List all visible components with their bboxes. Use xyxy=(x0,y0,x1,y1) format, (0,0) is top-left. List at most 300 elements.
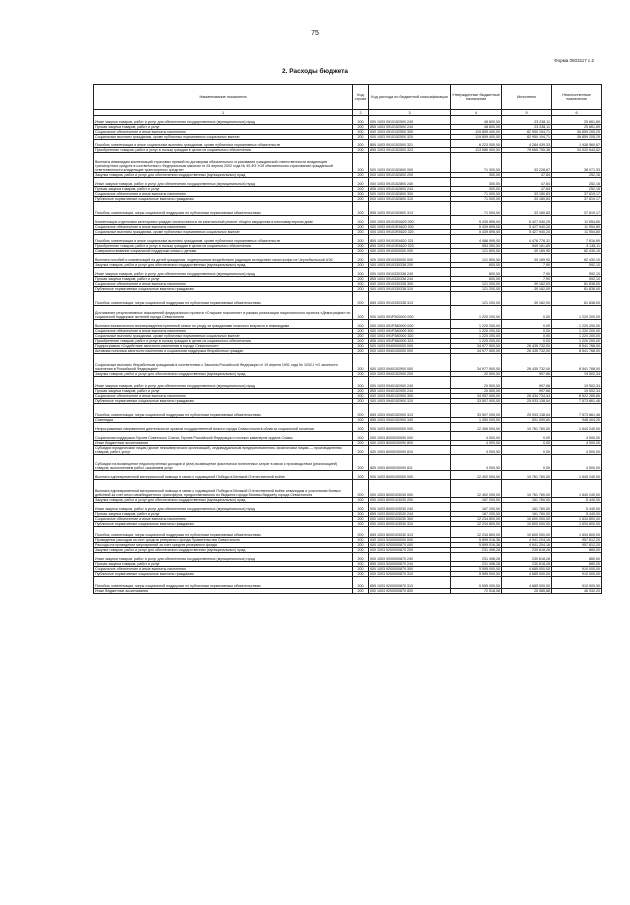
row-unexecuted-cell: 25 861,89 xyxy=(552,125,602,130)
row-approved-cell: 72 518,08 xyxy=(451,589,502,594)
row-approved-cell: 34 977 500,00 xyxy=(451,354,502,372)
row-name-cell: Иные закупки товаров, работ и услуг для обеспечения государственных (муниципальных) нужд xyxy=(94,503,353,512)
row-classification-code-cell: 000 1003 8000103030 240 xyxy=(369,503,451,512)
row-approved-cell: 4 000,00 xyxy=(451,446,502,455)
row-executed-cell: 230 618,28 xyxy=(502,562,552,567)
row-executed-cell: 0,00 xyxy=(502,329,552,334)
row-unexecuted-cell: 81 838,00 xyxy=(552,292,602,306)
row-approved-cell: 300,00 xyxy=(451,173,502,178)
row-approved-cell: 33 507 000,00 xyxy=(451,399,502,404)
row-line-code-cell: 200 xyxy=(353,446,369,455)
row-executed-cell: 0,00 xyxy=(502,334,552,339)
row-line-code-cell: 200 xyxy=(353,292,369,306)
row-line-code-cell: 200 xyxy=(353,404,369,418)
table-row xyxy=(94,577,602,589)
row-unexecuted-cell: 36 859 205,29 xyxy=(552,130,602,135)
row-unexecuted-cell: 1 634 800,00 xyxy=(552,527,602,538)
row-approved-cell: 121 200,00 xyxy=(451,287,502,292)
row-executed-cell: 23 238,11 xyxy=(502,116,552,125)
row-classification-code-cell: 000 1003 8000030090 000 xyxy=(369,432,451,441)
row-approved-cell: 121 200,00 xyxy=(451,282,502,287)
row-name-cell: Социальное обеспечение и иные выплаты населению xyxy=(94,394,353,399)
row-name-cell: Социальное обеспечение и иные выплаты населению xyxy=(94,192,353,197)
row-unexecuted-cell: 36 859 205,29 xyxy=(552,135,602,140)
row-executed-cell: 0,00 xyxy=(502,339,552,344)
row-name-cell: Закупка товаров, работ и услуг для обеспечения государственных (муниципальных) нужд xyxy=(94,548,353,553)
row-executed-cell: 997,66 xyxy=(502,377,552,389)
row-approved-cell: 5 595 000,00 xyxy=(451,572,502,577)
row-executed-cell: 4 685 000,00 xyxy=(502,572,552,577)
row-unexecuted-cell: 880,00 xyxy=(552,562,602,567)
table-header-row xyxy=(94,85,602,110)
table-row xyxy=(94,116,602,125)
row-approved-cell: 33 507 000,00 xyxy=(451,404,502,418)
row-approved-cell: 231 498,28 xyxy=(451,562,502,567)
row-executed-cell: 10 761 760,00 xyxy=(502,423,552,432)
row-classification-code-cell: 855 1003 0910152500 244 xyxy=(369,125,451,130)
row-classification-code-cell: 855 1003 09101R4620 323 xyxy=(369,244,451,249)
row-name-cell: Закупка товаров, работ и услуг для обеспечения государственных (муниципальных) нужд xyxy=(94,173,353,178)
row-unexecuted-cell: 252,16 xyxy=(552,187,602,192)
row-executed-cell: 0,00 xyxy=(502,432,552,441)
table-row xyxy=(94,320,602,329)
row-approved-cell: 48 600,00 xyxy=(451,125,502,130)
row-executed-cell: 4 941 204,16 xyxy=(502,538,552,543)
row-line-code-cell: 200 xyxy=(353,334,369,339)
row-unexecuted-cell: 880,00 xyxy=(552,553,602,562)
row-classification-code-cell: 000 1003 0940152900 310 xyxy=(369,399,451,404)
row-unexecuted-cell: 910 000,00 xyxy=(552,572,602,577)
row-classification-code-cell: 000 1003 8000030090 810 xyxy=(369,446,451,455)
row-line-code-cell: 200 xyxy=(353,153,369,173)
row-classification-code-cell: 000 1003 091P380000 000 xyxy=(369,320,451,329)
row-executed-cell: 25 585,88 xyxy=(502,589,552,594)
row-unexecuted-cell: 1 938 560,67 xyxy=(552,140,602,148)
row-classification-code-cell: 855 1003 0910152800 313 xyxy=(369,202,451,216)
row-approved-cell: 600,00 xyxy=(451,277,502,282)
row-unexecuted-cell: 8 541 768,00 xyxy=(552,349,602,354)
row-approved-cell: 5 595 000,00 xyxy=(451,567,502,572)
row-line-code-cell: 200 xyxy=(353,140,369,148)
column-header-executed: Исполнено xyxy=(502,85,552,110)
row-approved-cell: 119 809 400,00 xyxy=(451,135,502,140)
row-name-cell: Выплаты инвалидам компенсаций страховых премий по договорам обязательного страхования гражданской ответственности владельцев транспортных средств в соответствии с Федеральным законом от 25 апреля 2002 года № 40-ФЗ «Об обязательном страховании гражданской ответственности владельцев транспортных средств» xyxy=(94,153,353,173)
row-name-cell: Пособия, компенсации, меры социальной поддержки по публичным нормативным обязательствам xyxy=(94,404,353,418)
row-name-cell: Активная политика занятости населения и социальная поддержка безработных граждан xyxy=(94,349,353,354)
row-executed-cell: 23 238,11 xyxy=(502,125,552,130)
row-executed-cell: 82 950 194,71 xyxy=(502,135,552,140)
row-classification-code-cell: 000 1003 0910330338 200 xyxy=(369,263,451,268)
row-line-code-cell: 200 xyxy=(353,320,369,329)
row-name-cell: Социальное обеспечение и иные выплаты населению xyxy=(94,130,353,135)
row-unexecuted-cell: 11 954,80 xyxy=(552,225,602,230)
row-name-cell: Расходы на проведение мероприятий за счет средств резервного фонда xyxy=(94,543,353,548)
row-unexecuted-cell: 37 819,17 xyxy=(552,192,602,197)
row-line-code-cell: 200 xyxy=(353,432,369,441)
row-classification-code-cell: 000 1003 0910152500 300 xyxy=(369,130,451,135)
row-name-cell: Совершенствование социальной поддержки семьи с детьми xyxy=(94,249,353,254)
row-unexecuted-cell: 1 220 200,00 xyxy=(552,339,602,344)
row-classification-code-cell: 855 1003 9200000870 244 xyxy=(369,562,451,567)
row-classification-code-cell: 000 1003 0940000000 000 xyxy=(369,344,451,349)
row-name-cell: Социальное обеспечение и иные выплаты населению xyxy=(94,282,353,287)
row-classification-code-cell: 000 1003 091P380000 320 xyxy=(369,334,451,339)
row-executed-cell: 7,90 xyxy=(502,277,552,282)
row-executed-cell: 47,84 xyxy=(502,173,552,178)
row-line-code-cell: 200 xyxy=(353,349,369,354)
row-unexecuted-cell: 592,10 xyxy=(552,277,602,282)
table-row xyxy=(94,377,602,389)
row-unexecuted-cell: 4 138,11 xyxy=(552,244,602,249)
row-approved-cell: 1 220 200,00 xyxy=(451,334,502,339)
row-line-code-cell: 200 xyxy=(353,389,369,394)
row-unexecuted-cell: 910 000,00 xyxy=(552,567,602,572)
row-executed-cell: 33 180,83 xyxy=(502,202,552,216)
row-classification-code-cell: 000 1003 0910152800 000 xyxy=(369,153,451,173)
table-row xyxy=(94,235,602,244)
row-executed-cell: 25 933 138,54 xyxy=(502,399,552,404)
table-row xyxy=(94,404,602,418)
row-name-cell: Иные закупки товаров, работ и услуг для обеспечения государственных (муниципальных) нужд xyxy=(94,377,353,389)
row-approved-cell: 600,00 xyxy=(451,268,502,277)
row-name-cell: Прочая закупка товаров, работ и услуг xyxy=(94,125,353,130)
row-unexecuted-cell: 1 220 200,00 xyxy=(552,329,602,334)
table-row xyxy=(94,423,602,432)
row-name-cell: Подпрограмма «Содействие занятости населения в городе Севастополе» xyxy=(94,344,353,349)
row-classification-code-cell: 000 1003 0940152900 200 xyxy=(369,372,451,377)
row-executed-cell: 26 435 732,00 xyxy=(502,349,552,354)
row-approved-cell: 300,00 xyxy=(451,178,502,187)
row-executed-cell: 39 169,90 xyxy=(502,254,552,263)
row-approved-cell: 600,00 xyxy=(451,263,502,268)
row-line-code-cell: 200 xyxy=(353,522,369,527)
row-line-code-cell: 200 xyxy=(353,244,369,249)
row-line-code-cell: 200 xyxy=(353,517,369,522)
row-classification-code-cell: 000 1003 0910152800 200 xyxy=(369,173,451,178)
row-line-code-cell: 200 xyxy=(353,187,369,192)
row-classification-code-cell: 000 1003 0940152900 240 xyxy=(369,377,451,389)
row-name-cell: Прочая закупка товаров, работ и услуг xyxy=(94,389,353,394)
row-name-cell: Прочая закупка товаров, работ и услуг xyxy=(94,187,353,192)
row-classification-code-cell: 855 1003 0910152500 323 xyxy=(369,148,451,153)
form-code: Форма 0503117 с.2 xyxy=(554,58,594,63)
row-executed-cell: 26 435 732,00 xyxy=(502,354,552,372)
row-line-code-cell: 200 xyxy=(353,230,369,235)
row-classification-code-cell: 000 1003 091P380000 300 xyxy=(369,329,451,334)
row-unexecuted-cell: 4 000,00 xyxy=(552,441,602,446)
row-executed-cell: 26 434 734,34 xyxy=(502,394,552,399)
row-unexecuted-cell: 8 541 768,00 xyxy=(552,344,602,349)
row-classification-code-cell: 000 1003 0910330338 310 xyxy=(369,287,451,292)
row-unexecuted-cell: 592,10 xyxy=(552,263,602,268)
table-row xyxy=(94,432,602,441)
row-line-code-cell: 200 xyxy=(353,399,369,404)
row-name-cell: Пособия, компенсации, меры социальной поддержки по публичным нормативным обязательствам xyxy=(94,202,353,216)
row-unexecuted-cell: 1 220 200,00 xyxy=(552,320,602,329)
row-classification-code-cell: 000 1003 8000030090 800 xyxy=(369,441,451,446)
row-classification-code-cell: 855 1003 0910330338 244 xyxy=(369,277,451,282)
row-name-cell: Публичные нормативные социальные выплаты гражданам xyxy=(94,572,353,577)
row-classification-code-cell: 000 1003 0910300000 000 xyxy=(369,249,451,254)
row-unexecuted-cell: 7 573 861,46 xyxy=(552,399,602,404)
row-line-code-cell: 200 xyxy=(353,329,369,334)
row-name-cell: Социальное обеспечение и иные выплаты населению xyxy=(94,329,353,334)
row-classification-code-cell: 000 1003 09101R4620 320 xyxy=(369,230,451,235)
row-executed-cell: 39 162,00 xyxy=(502,292,552,306)
row-name-cell: Публичные нормативные социальные выплаты гражданам xyxy=(94,399,353,404)
row-approved-cell: 119 809 400,00 xyxy=(451,130,502,135)
row-approved-cell: 1 450 000,00 xyxy=(451,418,502,423)
row-line-code-cell: 200 xyxy=(353,538,369,543)
row-name-cell: Иные бюджетные ассигнования xyxy=(94,589,353,594)
row-executed-cell: 39 169,90 xyxy=(502,249,552,254)
row-name-cell: Выплата единовременной материальной помощи в связи с годовщиной Победы в Великой Отечественной войне инвалидам и участникам боевых действий за счет иного межбюджетного трансферта, предоставляемого из бюджета города Москвы бюджету города Севастополя xyxy=(94,480,353,498)
row-line-code-cell: 200 xyxy=(353,455,369,471)
row-classification-code-cell: 000 1003 8000100000 000 xyxy=(369,471,451,480)
row-name-cell: Прочая закупка товаров, работ и услуг xyxy=(94,277,353,282)
row-classification-code-cell: 000 1003 0910330338 300 xyxy=(369,282,451,287)
column-header-name: Наименование показателя xyxy=(94,85,353,110)
table-row xyxy=(94,527,602,538)
row-name-cell: Социальные выплаты безработным гражданам в соответствии с Законом Российской Федерации от 19 апреля 1991 года № 1032-I «О занятости населения в Российской Федерации» xyxy=(94,354,353,372)
row-line-code-cell: 200 xyxy=(353,567,369,572)
row-name-cell: Иные закупки товаров, работ и услуг для обеспечения государственных (муниципальных) нужд xyxy=(94,178,353,187)
row-classification-code-cell: 000 1003 0910152800 300 xyxy=(369,192,451,197)
column-number: 3 xyxy=(369,110,451,116)
row-line-code-cell: 200 xyxy=(353,354,369,372)
row-approved-cell: 34 957 000,00 xyxy=(451,394,502,399)
row-classification-code-cell: 000 1003 09101R4620 300 xyxy=(369,225,451,230)
column-header-classification-code: Код расхода по бюджетной классификации xyxy=(369,85,451,110)
row-name-cell: Публичные нормативные социальные выплаты гражданам xyxy=(94,287,353,292)
row-executed-cell: 7,90 xyxy=(502,263,552,268)
table-row xyxy=(94,216,602,225)
row-line-code-cell: 200 xyxy=(353,306,369,320)
row-executed-cell: 82 950 194,71 xyxy=(502,130,552,135)
row-line-code-cell: 200 xyxy=(353,263,369,268)
row-approved-cell: 953 300,00 xyxy=(451,244,502,249)
row-approved-cell: 167 200,00 xyxy=(451,503,502,512)
row-classification-code-cell: 855 1003 091P380000 323 xyxy=(369,339,451,344)
row-executed-cell: 161 760,00 xyxy=(502,512,552,517)
row-approved-cell: 5 439 895,00 xyxy=(451,230,502,235)
table-row xyxy=(94,471,602,480)
row-executed-cell: 33 228,67 xyxy=(502,153,552,173)
row-name-cell: Пособия, компенсации и иные социальные выплаты гражданам, кроме публичных нормативных обязательств xyxy=(94,235,353,244)
row-line-code-cell: 200 xyxy=(353,577,369,589)
row-approved-cell: 34 977 500,00 xyxy=(451,349,502,354)
row-unexecuted-cell: 5 440,00 xyxy=(552,498,602,503)
row-executed-cell: 230 618,28 xyxy=(502,553,552,562)
row-line-code-cell: 200 xyxy=(353,125,369,130)
row-approved-cell: 231 498,28 xyxy=(451,553,502,562)
row-approved-cell: 12 234 800,00 xyxy=(451,517,502,522)
row-approved-cell: 71 000,00 xyxy=(451,202,502,216)
row-unexecuted-cell: 252,16 xyxy=(552,173,602,178)
row-executed-cell: 4 685 000,00 xyxy=(502,577,552,589)
row-name-cell: Выплата ежемесячного вознаграждения приемной семье по уходу за гражданами пожилого возраста и инвалидами xyxy=(94,320,353,329)
row-approved-cell: 113 586 400,00 xyxy=(451,148,502,153)
row-executed-cell: 4 478 778,31 xyxy=(502,235,552,244)
row-classification-code-cell: 000 1003 9200000870 310 xyxy=(369,572,451,577)
row-classification-code-cell: 855 1003 8000103030 313 xyxy=(369,527,451,538)
row-executed-cell: 0,00 xyxy=(502,455,552,471)
row-approved-cell: 71 000,00 xyxy=(451,192,502,197)
row-classification-code-cell: 000 1003 8000103030 300 xyxy=(369,517,451,522)
row-name-cell: Социальное обеспечение и иные выплаты населению xyxy=(94,225,353,230)
row-approved-cell: 4 000,00 xyxy=(451,455,502,471)
row-unexecuted-cell: 1 640 240,00 xyxy=(552,480,602,498)
row-approved-cell: 300,00 xyxy=(451,187,502,192)
row-unexecuted-cell: 1 644 240,00 xyxy=(552,423,602,432)
row-name-cell: Прочая закупка товаров, работ и услуг xyxy=(94,512,353,517)
row-line-code-cell: 200 xyxy=(353,130,369,135)
row-line-code-cell: 200 xyxy=(353,225,369,230)
row-classification-code-cell: 805 1003 8000030090 811 xyxy=(369,455,451,471)
table-row xyxy=(94,589,602,594)
row-approved-cell: 6 223 000,00 xyxy=(451,140,502,148)
column-number: 4 xyxy=(451,110,502,116)
column-number: 5 xyxy=(502,110,552,116)
row-classification-code-cell: 000 1003 9200000000 000 xyxy=(369,538,451,543)
row-unexecuted-cell: 19 502,34 xyxy=(552,372,602,377)
row-executed-cell: 949 161,89 xyxy=(502,244,552,249)
row-line-code-cell: 200 xyxy=(353,527,369,538)
row-unexecuted-cell: 4 000,00 xyxy=(552,432,602,441)
row-line-code-cell: 200 xyxy=(353,178,369,187)
row-approved-cell: 5 595 000,00 xyxy=(451,577,502,589)
row-approved-cell: 12 402 000,00 xyxy=(451,480,502,498)
row-name-cell: Иные бюджетные ассигнования xyxy=(94,441,353,446)
row-unexecuted-cell: 910 000,00 xyxy=(552,577,602,589)
row-name-cell: Субсидии на возмещение недополученных доходов и (или) возмещение фактически понесенных затрат в связи с производством (реализацией) товаров, выполнением работ, оказанием услуг xyxy=(94,455,353,471)
row-unexecuted-cell: 19 502,34 xyxy=(552,389,602,394)
row-executed-cell: 4 941 204,16 xyxy=(502,543,552,548)
row-classification-code-cell: 855 1003 0910330338 313 xyxy=(369,292,451,306)
row-unexecuted-cell: 5 440,00 xyxy=(552,512,602,517)
table-row xyxy=(94,306,602,320)
row-line-code-cell: 200 xyxy=(353,512,369,517)
row-unexecuted-cell: 11 954,80 xyxy=(552,230,602,235)
table-row xyxy=(94,354,602,372)
row-approved-cell: 1 220 200,00 xyxy=(451,306,502,320)
row-line-code-cell: 200 xyxy=(353,235,369,244)
row-executed-cell: 10 600 000,00 xyxy=(502,517,552,522)
row-unexecuted-cell: 19 502,34 xyxy=(552,377,602,389)
row-approved-cell: 1 220 200,00 xyxy=(451,329,502,334)
row-name-cell: Выплата пособий и компенсаций на детей гражданам, подвергшимся воздействию радиации вследствие катастрофы на Чернобыльской АЭС xyxy=(94,254,353,263)
table-row xyxy=(94,292,602,306)
row-line-code-cell: 200 xyxy=(353,394,369,399)
row-unexecuted-cell: 1 634 800,00 xyxy=(552,517,602,522)
row-unexecuted-cell: 4 000,00 xyxy=(552,455,602,471)
row-line-code-cell: 200 xyxy=(353,377,369,389)
column-number: 6 xyxy=(552,110,602,116)
row-executed-cell: 39 162,00 xyxy=(502,282,552,287)
row-unexecuted-cell: 592,10 xyxy=(552,268,602,277)
column-header-unexecuted: Неисполненные назначения xyxy=(552,85,602,110)
row-name-cell: Социальное обеспечение и иные выплаты населению xyxy=(94,517,353,522)
row-approved-cell: 5 439 895,00 xyxy=(451,216,502,225)
row-name-cell: Социальное обеспечение и иные выплаты населению xyxy=(94,567,353,572)
row-classification-code-cell: 000 1003 0940100000 000 xyxy=(369,349,451,354)
row-classification-code-cell: 000 1003 9200000870 800 xyxy=(369,589,451,594)
page-number: 75 xyxy=(311,30,319,37)
row-approved-cell: 167 200,00 xyxy=(451,498,502,503)
row-unexecuted-cell: 34 920 644,62 xyxy=(552,148,602,153)
row-classification-code-cell: 855 1003 0910152800 244 xyxy=(369,187,451,192)
row-executed-cell: 161 760,00 xyxy=(502,498,552,503)
row-line-code-cell: 200 xyxy=(353,249,369,254)
row-name-cell: Социальные выплаты гражданам, кроме публичных нормативных социальных выплат xyxy=(94,230,353,235)
table-row xyxy=(94,455,602,471)
row-line-code-cell: 200 xyxy=(353,543,369,548)
row-approved-cell: 71 000,00 xyxy=(451,197,502,202)
row-unexecuted-cell: 1 634 800,00 xyxy=(552,522,602,527)
row-classification-code-cell: 000 1003 09101R4620 000 xyxy=(369,216,451,225)
row-unexecuted-cell: 37 819,17 xyxy=(552,202,602,216)
row-name-cell: Социальная поддержка Героев Советского Союза, Героев Российской Федерации и полных кавалеров ордена Славы xyxy=(94,432,353,441)
row-approved-cell: 1 220 200,00 xyxy=(451,320,502,329)
row-unexecuted-cell: 7 573 861,46 xyxy=(552,404,602,418)
row-executed-cell: 230 618,28 xyxy=(502,548,552,553)
row-executed-cell: 4 284 439,33 xyxy=(502,140,552,148)
row-approved-cell: 1 220 200,00 xyxy=(451,339,502,344)
row-line-code-cell: 200 xyxy=(353,192,369,197)
column-number: 1 xyxy=(94,110,353,116)
row-unexecuted-cell: 25 861,89 xyxy=(552,116,602,125)
row-line-code-cell: 200 xyxy=(353,589,369,594)
row-approved-cell: 12 234 800,00 xyxy=(451,522,502,527)
row-classification-code-cell: 000 1003 0940152900 000 xyxy=(369,354,451,372)
row-name-cell: Пособия, компенсации, меры социальной поддержки по публичным нормативным обязательствам xyxy=(94,577,353,589)
row-name-cell: Компенсация отдельным категориям граждан оплаты взноса на капитальный ремонт общего имущества в многоквартирном доме xyxy=(94,216,353,225)
row-unexecuted-cell: 8 541 768,00 xyxy=(552,354,602,372)
row-executed-cell: 10 600 000,00 xyxy=(502,522,552,527)
row-line-code-cell: 200 xyxy=(353,553,369,562)
row-line-code-cell: 200 xyxy=(353,173,369,178)
column-header-line-code: Код строки xyxy=(353,85,369,110)
row-unexecuted-cell: 4 000,00 xyxy=(552,446,602,455)
budget-expenses-table xyxy=(93,84,602,594)
row-approved-cell: 71 300,00 xyxy=(451,153,502,173)
row-name-cell: Пособия, компенсации, меры социальной поддержки по публичным нормативным обязательствам xyxy=(94,527,353,538)
row-name-cell: Стипендии xyxy=(94,418,353,423)
row-executed-cell: 0,00 xyxy=(502,446,552,455)
row-classification-code-cell: 000 1003 9200000870 240 xyxy=(369,553,451,562)
row-classification-code-cell: 000 1003 9200000870 300 xyxy=(369,567,451,572)
row-classification-code-cell: 855 1003 09101R4620 321 xyxy=(369,235,451,244)
row-classification-code-cell: 000 1003 0910152500 320 xyxy=(369,135,451,140)
row-line-code-cell: 200 xyxy=(353,503,369,512)
row-unexecuted-cell: 82 430,10 xyxy=(552,249,602,254)
row-name-cell: Приобретение товаров, работ и услуг в пользу граждан в целях их социального обеспечения xyxy=(94,148,353,153)
row-name-cell: Иные закупки товаров, работ и услуг для обеспечения государственных (муниципальных) нужд xyxy=(94,268,353,277)
row-name-cell: Непрограммные направления деятельности органов государственной власти города Севастополя в области социальной политики xyxy=(94,423,353,432)
row-name-cell: Достижение результативных показателей федерального проекта «Старшее поколение» в рамках реализации национального проекта «Демография» по социальной поддержке жителей города Севастополя xyxy=(94,306,353,320)
row-classification-code-cell: 000 1003 9200000870 000 xyxy=(369,543,451,548)
row-classification-code-cell: 855 1003 8000103030 244 xyxy=(369,512,451,517)
row-line-code-cell: 200 xyxy=(353,287,369,292)
row-executed-cell: 7,90 xyxy=(502,268,552,277)
row-line-code-cell: 200 xyxy=(353,202,369,216)
row-executed-cell: 26 435 732,00 xyxy=(502,344,552,349)
row-classification-code-cell: 000 1003 0910152800 310 xyxy=(369,197,451,202)
row-classification-code-cell: 855 1003 0940152900 313 xyxy=(369,404,451,418)
row-line-code-cell: 200 xyxy=(353,548,369,553)
row-approved-cell: 167 200,00 xyxy=(451,512,502,517)
row-unexecuted-cell: 880,00 xyxy=(552,548,602,553)
